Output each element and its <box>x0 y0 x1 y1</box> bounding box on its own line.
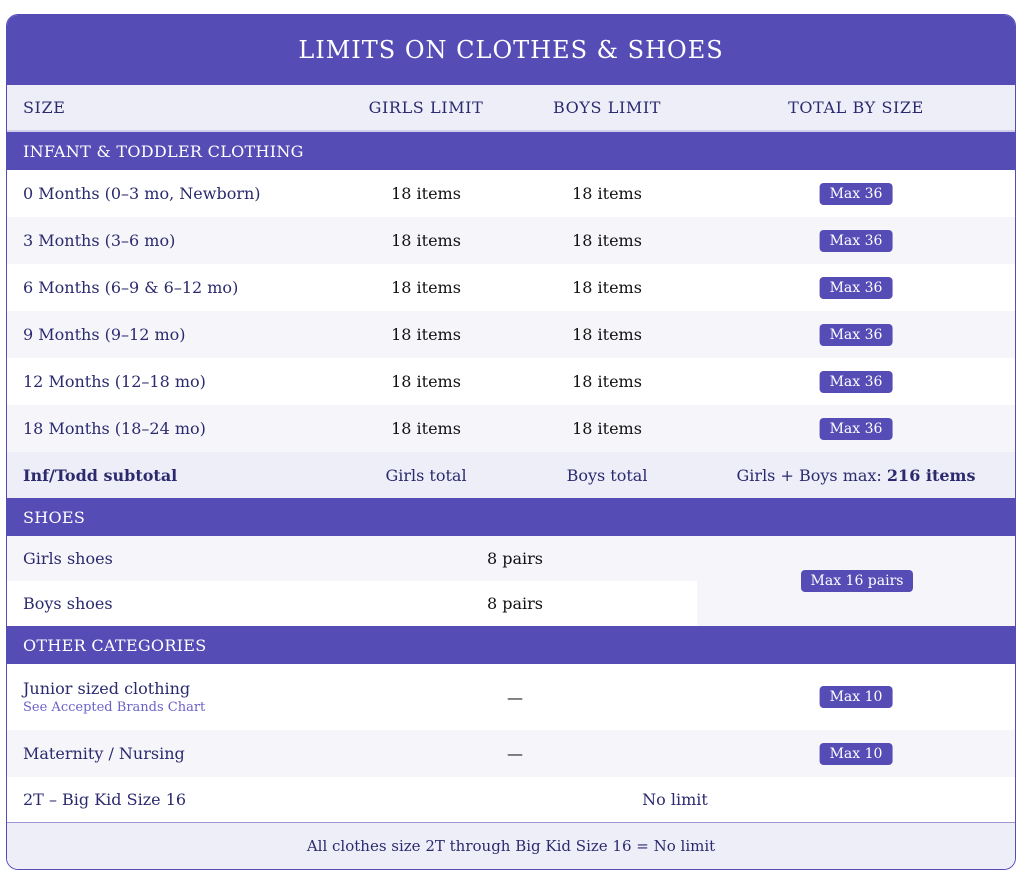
column-header-girls-limit: GIRLS LIMIT <box>368 98 484 117</box>
combined-max-value: 216 items <box>886 465 976 485</box>
shoes-limit: 8 pairs <box>486 549 544 568</box>
section-header-other <box>7 626 1015 664</box>
boys-limit: 18 items <box>572 372 642 391</box>
girls-limit: 18 items <box>391 419 461 438</box>
size-label: 3 Months (3–6 mo) <box>23 231 176 250</box>
girls-total: Girls total <box>385 465 467 485</box>
total-badge: Max 10 <box>820 686 893 708</box>
section-title: SHOES <box>23 507 86 527</box>
table-row <box>7 358 1015 405</box>
accepted-brands-link[interactable]: See Accepted Brands Chart <box>23 700 206 715</box>
shoes-total-cell <box>697 536 1016 626</box>
shoes-label: Boys shoes <box>23 594 113 613</box>
girls-limit: 18 items <box>391 184 461 203</box>
table-footer-note: All clothes size 2T through Big Kid Size 16 = No limit <box>7 822 1015 869</box>
boys-limit: 18 items <box>572 325 642 344</box>
total-badge: Max 36 <box>820 230 893 252</box>
column-header-total-by-size: TOTAL BY SIZE <box>788 98 924 117</box>
limits-table-card <box>6 14 1016 870</box>
table-row <box>7 264 1015 311</box>
table-row <box>7 170 1015 217</box>
combined-max-prefix: Girls + Boys max: <box>736 465 882 485</box>
table-row <box>7 777 1015 822</box>
junior-label: Junior sized clothing <box>23 679 191 698</box>
bigkid-limit: No limit <box>642 790 708 809</box>
boys-limit: 18 items <box>572 419 642 438</box>
junior-cell <box>23 679 205 715</box>
boys-total: Boys total <box>566 465 648 485</box>
total-badge: Max 36 <box>820 324 893 346</box>
total-badge: Max 10 <box>820 743 893 765</box>
table-row <box>7 730 1015 777</box>
table-row <box>7 536 697 581</box>
size-label: 12 Months (12–18 mo) <box>23 372 206 391</box>
maternity-label: Maternity / Nursing <box>23 744 185 763</box>
table-row <box>7 217 1015 264</box>
total-badge: Max 16 pairs <box>801 570 914 592</box>
shoes-label: Girls shoes <box>23 549 113 568</box>
size-label: 6 Months (6–9 & 6–12 mo) <box>23 278 239 297</box>
boys-limit: 18 items <box>572 231 642 250</box>
subtotal-row <box>7 452 1015 498</box>
table-row <box>7 311 1015 358</box>
boys-limit: 18 items <box>572 184 642 203</box>
shoes-block <box>7 536 1015 626</box>
section-title: OTHER CATEGORIES <box>23 635 207 655</box>
subtotal-label: Inf/Todd subtotal <box>23 465 178 485</box>
table-row <box>7 405 1015 452</box>
combined-max <box>737 466 976 485</box>
column-header-row <box>7 85 1015 132</box>
girls-limit: 18 items <box>391 372 461 391</box>
total-badge: Max 36 <box>820 183 893 205</box>
section-header-shoes <box>7 498 1015 536</box>
table-row <box>7 664 1015 730</box>
size-label: 0 Months (0–3 mo, Newborn) <box>23 184 261 203</box>
column-header-boys-limit: BOYS LIMIT <box>552 98 662 117</box>
total-badge: Max 36 <box>820 371 893 393</box>
girls-limit: 18 items <box>391 231 461 250</box>
girls-limit: 18 items <box>391 278 461 297</box>
boys-limit: 18 items <box>572 278 642 297</box>
total-badge: Max 36 <box>820 277 893 299</box>
size-label: 9 Months (9–12 mo) <box>23 325 186 344</box>
bigkid-label: 2T – Big Kid Size 16 <box>23 790 187 809</box>
table-title: LIMITS ON CLOTHES & SHOES <box>7 15 1015 85</box>
junior-limit: — <box>507 687 523 707</box>
maternity-limit: — <box>507 744 523 763</box>
column-header-size: SIZE <box>23 98 66 117</box>
section-header-infant-toddler <box>7 132 1015 170</box>
table-row <box>7 581 697 626</box>
shoes-limit: 8 pairs <box>486 594 544 613</box>
total-badge: Max 36 <box>820 418 893 440</box>
girls-limit: 18 items <box>391 325 461 344</box>
size-label: 18 Months (18–24 mo) <box>23 419 206 438</box>
section-title: INFANT & TODDLER CLOTHING <box>23 141 304 161</box>
